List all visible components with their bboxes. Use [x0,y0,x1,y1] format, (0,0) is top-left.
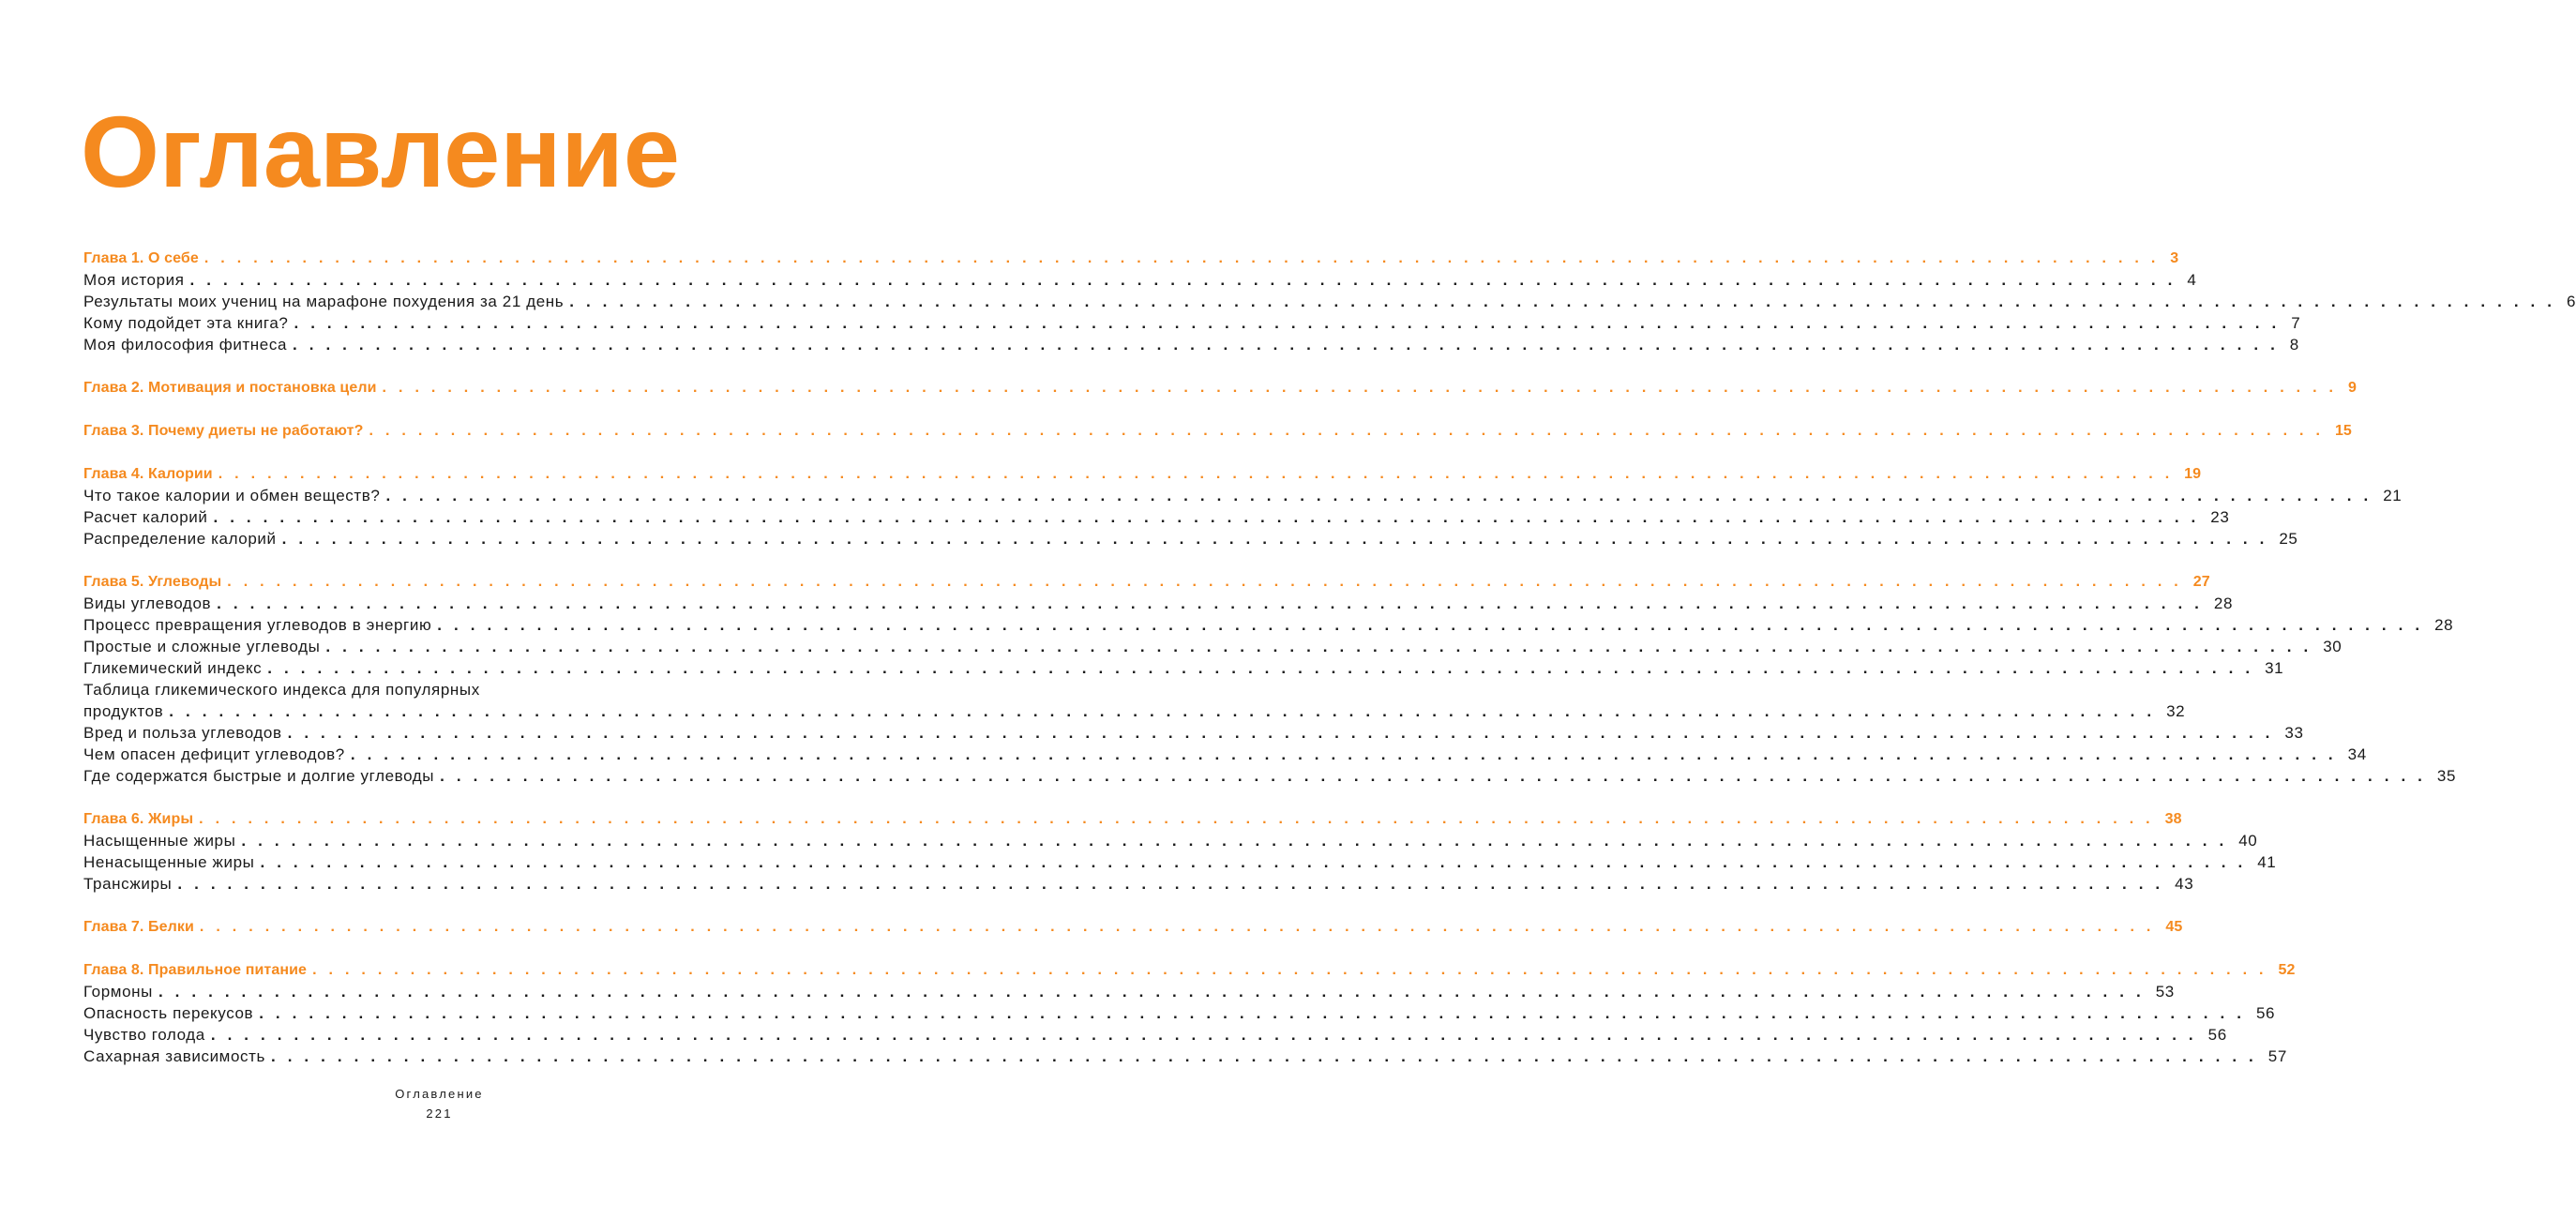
chapter-title: Глава 8. Правильное питание [83,962,308,978]
dot-leader: ........................................................................................................................ [210,1026,2206,1044]
dot-leader: ........................................................................................................................ [241,832,2237,850]
dot-leader: ........................................................................................................................ [189,271,2185,289]
dot-leader: ........................................................................................................................ [177,875,2173,893]
toc-chapter-group [83,463,2403,549]
page-number-ref: 27 [2192,574,2210,590]
entry-title: Гормоны [83,983,153,1001]
entry-title: Насыщенные жиры [83,832,236,850]
dot-leader: ........................................................................................................................ [218,466,2182,482]
chapter-title: Глава 5. Углеводы [83,574,222,590]
entry-title: Трансжиры [83,875,173,893]
page-number-ref: 8 [2289,336,2299,354]
toc-entry[interactable] [83,614,2454,636]
entry-title: Вред и польза углеводов [83,724,282,742]
dot-leader: ........................................................................................................................ [158,983,2153,1001]
toc-chapter-entry[interactable] [83,463,2202,485]
page-number: 221 [426,1106,453,1121]
chapter-title: Глава 1. О себе [83,250,199,266]
chapter-title: Глава 2. Мотивация и постановка цели [83,380,377,396]
dot-leader: ........................................................................................................................ [203,250,2168,266]
dot-leader: ........................................................................................................................ [281,530,2277,548]
toc-chapter-entry[interactable] [83,571,2210,593]
dot-leader: ........................................................................................................................ [260,853,2255,871]
page-number-ref: 28 [2434,616,2454,634]
page-number-ref: 56 [2207,1026,2227,1044]
page-number-ref: 4 [2187,271,2197,289]
entry-title: Гликемический индекс [83,659,263,677]
entry-title: Опасность перекусов [83,1004,254,1022]
dot-leader: ........................................................................................................................ [569,293,2564,310]
toc-chapter-entry[interactable] [83,248,2179,269]
toc-entry[interactable] [83,744,2367,765]
dot-leader: ........................................................................................................................ [199,919,2163,935]
toc-chapter-entry[interactable] [83,420,2352,442]
toc-entry[interactable] [83,1024,2227,1046]
toc-entry[interactable] [83,722,2304,744]
toc-chapter-entry[interactable] [83,808,2182,830]
toc-entry[interactable] [83,269,2197,291]
entry-title: Чем опасен дефицит углеводов? [83,745,345,763]
dot-leader: ........................................................................................................................ [325,638,2321,655]
entry-title: Виды углеводов [83,594,212,612]
toc-entry[interactable] [83,291,2576,312]
entry-title: Простые и сложные углеводы [83,638,321,655]
page-number-ref: 3 [2170,250,2179,266]
chapter-title: Глава 7. Белки [83,919,194,935]
toc-chapter-group [83,959,2296,1067]
page-number-ref: 53 [2155,983,2175,1001]
entry-title: Результаты моих учениц на марафоне похудения за 21 день [83,293,565,310]
dot-leader: ........................................................................................................................ [169,702,2164,720]
entry-title: Моя история [83,271,185,289]
toc-entry[interactable] [83,528,2298,549]
entry-title: продуктов [83,702,164,720]
dot-leader: ........................................................................................................................ [385,487,2381,504]
toc-chapter-group [83,571,2457,787]
toc-chapter-group [83,916,2183,938]
toc-entry[interactable] [83,593,2234,614]
dot-leader: ........................................................................................................................ [440,767,2434,785]
toc-entry[interactable] [83,506,2230,528]
toc-entry[interactable] [83,851,2277,873]
entry-title: Что такое калории и обмен веществ? [83,487,381,504]
page-number-ref: 52 [2278,962,2296,978]
page-number-ref: 23 [2210,508,2230,526]
page-number-ref: 19 [2184,466,2202,482]
dot-leader: ........................................................................................................................ [350,745,2345,763]
dot-leader: ........................................................................................................................ [312,962,2276,978]
toc-entry[interactable] [83,657,2284,679]
page-number-ref: 45 [2165,919,2183,935]
page-number-ref: 32 [2166,702,2186,720]
dot-leader: ........................................................................................................................ [294,314,2289,332]
toc-chapter-entry[interactable] [83,959,2296,981]
page-number-ref: 6 [2567,293,2576,310]
toc-entry[interactable] [83,873,2194,895]
page-number-ref: 57 [2267,1047,2287,1065]
toc-chapter-group [83,248,2576,355]
toc-chapter-group [83,808,2277,895]
page-number-ref: 25 [2279,530,2298,548]
entry-title: Сахарная зависимость [83,1047,265,1065]
page-number-ref: 35 [2436,767,2457,785]
dot-leader: ........................................................................................................................ [369,423,2332,439]
dot-leader: ........................................................................................................................ [437,616,2433,634]
toc-entry[interactable] [83,485,2403,506]
toc-entry[interactable] [83,981,2175,1002]
dot-leader: ........................................................................................................................ [267,659,2263,677]
page-number-ref: 21 [2383,487,2403,504]
toc-entry[interactable] [83,830,2258,851]
chapter-title: Глава 4. Калории [83,466,213,482]
toc-entry[interactable] [83,765,2457,787]
page-number-ref: 15 [2334,423,2352,439]
page-number-ref: 43 [2175,875,2194,893]
dot-leader: ........................................................................................................................ [293,336,2287,354]
page-number-ref: 56 [2255,1004,2276,1022]
running-title: Оглавление [395,1087,484,1101]
entry-title: Процесс превращения углеводов в энергию [83,616,432,634]
dot-leader: ........................................................................................................................ [213,508,2208,526]
toc-chapter-entry[interactable] [83,377,2357,399]
entry-title: Распределение калорий [83,530,277,548]
page-number-ref: 30 [2323,638,2343,655]
page-number-ref: 41 [2257,853,2277,871]
dot-leader: ........................................................................................................................ [227,574,2191,590]
toc-entry[interactable] [83,1046,2287,1067]
entry-title-first-line: Таблица гликемического индекса для популярных [83,681,480,699]
dot-leader: ........................................................................................................................ [382,380,2345,396]
entry-title: Моя философия фитнеса [83,336,288,354]
entry-title: Где содержатся быстрые и долгие углеводы [83,767,435,785]
dot-leader: ........................................................................................................................ [217,594,2211,612]
entry-title: Ненасыщенные жиры [83,853,255,871]
toc-chapter-group [83,420,2352,442]
toc-entry[interactable] [83,700,2186,722]
page-number-ref: 34 [2347,745,2367,763]
table-of-contents [83,248,2576,1089]
entry-title: Расчет калорий [83,508,208,526]
page-number-ref: 38 [2164,811,2182,827]
chapter-title: Глава 6. Жиры [83,811,194,827]
chapter-title: Глава 3. Почему диеты не работают? [83,423,364,439]
toc-entry[interactable] [83,1002,2276,1024]
toc-entry[interactable] [83,334,2299,355]
page-number-ref: 31 [2265,659,2284,677]
toc-entry[interactable] [83,312,2301,334]
dot-leader: ........................................................................................................................ [287,724,2282,742]
dot-leader: ........................................................................................................................ [259,1004,2253,1022]
page-number-ref: 28 [2213,594,2234,612]
dot-leader: ........................................................................................................................ [270,1047,2266,1065]
page-number-ref: 7 [2291,314,2301,332]
page-number-ref: 40 [2238,832,2258,850]
entry-title: Чувство голода [83,1026,205,1044]
toc-chapter-entry[interactable] [83,916,2183,938]
page-number-ref: 9 [2347,380,2357,396]
page-number-ref: 33 [2284,724,2304,742]
entry-title: Кому подойдет эта книга? [83,314,289,332]
page-footer [0,1084,879,1123]
toc-entry[interactable] [83,636,2343,657]
page-title: Оглавление [81,95,680,208]
toc-chapter-group [83,377,2357,399]
dot-leader: ........................................................................................................................ [199,811,2162,827]
